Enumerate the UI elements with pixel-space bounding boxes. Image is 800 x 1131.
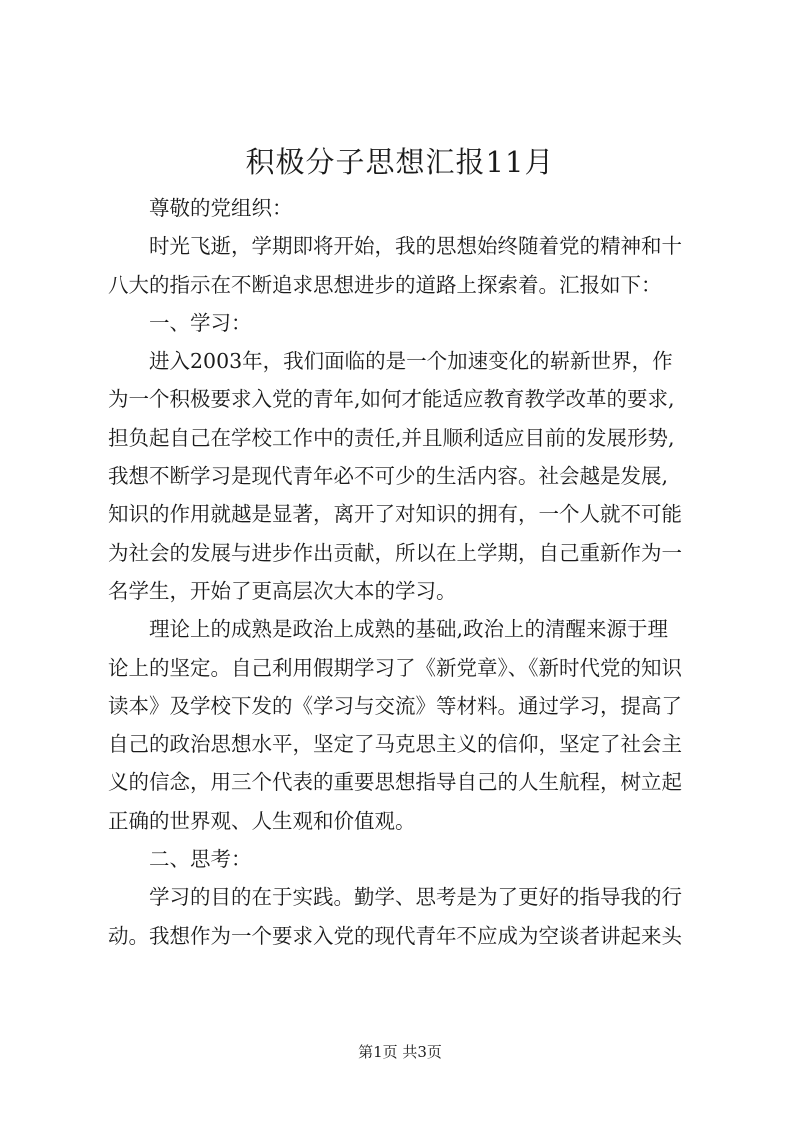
body-line: 正确的世界观、人生观和价值观。 [108,808,416,833]
body-line: 名学生，开始了更高层次大本的学习。 [108,578,457,603]
document-body [108,189,708,955]
body-line: 动。我想作为一个要求入党的现代青年不应成为空谈者讲起来头 [108,923,682,948]
body-line: 论上的坚定。自己利用假期学习了《新党章》、《新时代党的知识 [108,655,682,680]
body-line: 知识的作用就越是显著，离开了对知识的拥有，一个人就不可能 [108,502,682,527]
body-line: 八大的指示在不断追求思想进步的道路上探索着。汇报如下： [108,272,662,297]
body-line: 进入2003年，我们面临的是一个加速变化的崭新世界，作 [149,349,673,374]
section-heading-thinking: 二、思考： [149,847,252,872]
body-line: 理论上的成熟是政治上成熟的基础,政治上的清醒来源于理 [149,617,669,642]
body-line: 学习的目的在于实践。勤学、思考是为了更好的指导我的行 [149,885,682,910]
section-heading-study: 一、学习： [149,310,252,335]
body-line: 担负起自己在学校工作中的责任,并且顺利适应目前的发展形势, [108,425,675,450]
salutation-line: 尊敬的党组织： [149,196,293,220]
body-line: 为一个积极要求入党的青年,如何才能适应教育教学改革的要求, [108,387,675,412]
body-line: 义的信念，用三个代表的重要思想指导自己的人生航程，树立起 [108,770,682,795]
document-title: 积极分子思想汇报11月 [245,145,555,179]
body-line: 为社会的发展与进步作出贡献，所以在上学期，自己重新作为一 [108,540,682,565]
body-line: 读本》及学校下发的《学习与交流》等材料。通过学习，提高了 [108,693,682,718]
body-line: 我想不断学习是现代青年必不可少的生活内容。社会越是发展, [108,464,669,489]
page-footer: 第1页 共3页 [358,1043,442,1061]
body-line: 时光飞逝，学期即将开始，我的思想始终随着党的精神和十 [149,234,682,259]
body-line: 自己的政治思想水平，坚定了马克思主义的信仰，坚定了社会主 [108,732,682,757]
